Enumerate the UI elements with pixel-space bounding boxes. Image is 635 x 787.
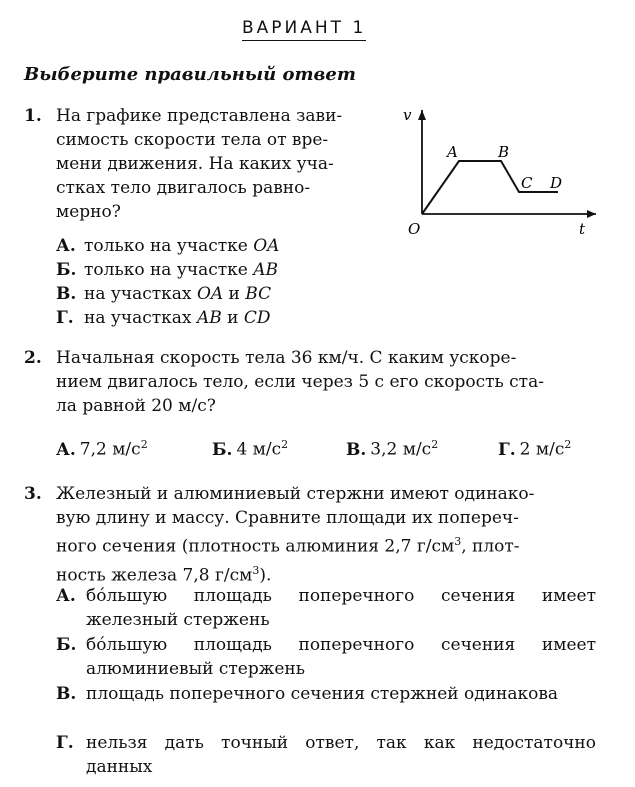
- q1-option-d[interactable]: [56, 306, 271, 330]
- q3-line3-tail: , плот-: [461, 536, 520, 557]
- instruction-heading: Выберите правильный ответ: [24, 64, 356, 85]
- unit-exponent: 3: [454, 535, 462, 548]
- option-text: бóльшую площадь поперечного сечения имеет железный стержень: [86, 586, 596, 630]
- option-letter: Г.: [498, 439, 516, 460]
- option-text: на участках: [84, 284, 197, 304]
- q2-option-b[interactable]: [212, 438, 288, 460]
- option-text: нельзя дать точный ответ, так как недостаточно данных: [86, 733, 596, 777]
- option-value: 4 м/с: [236, 439, 282, 460]
- option-text: и: [223, 284, 246, 304]
- q3-line4-tail: ).: [259, 565, 272, 586]
- q3-option-b[interactable]: [56, 633, 596, 681]
- option-text: только на участке: [84, 260, 254, 280]
- variant-title: ВАРИАНТ 1: [242, 18, 366, 41]
- q3-option-c[interactable]: [56, 682, 596, 706]
- q3-option-d[interactable]: [56, 731, 596, 779]
- q2-option-d[interactable]: [498, 438, 571, 460]
- question-2-text: [56, 346, 601, 418]
- option-letter: В.: [346, 439, 367, 460]
- unit-exponent: 3: [252, 563, 260, 577]
- option-letter: А.: [56, 236, 76, 256]
- option-segment: AB: [196, 308, 222, 328]
- q1-option-a[interactable]: [56, 234, 279, 258]
- q1-option-b[interactable]: [56, 258, 278, 282]
- q1-option-c[interactable]: [56, 282, 271, 306]
- question-1-text: [56, 104, 376, 224]
- option-letter: Б.: [56, 260, 77, 280]
- option-exponent: 2: [564, 438, 572, 451]
- option-text: только на участке: [84, 236, 254, 256]
- q2-option-a[interactable]: [56, 438, 148, 460]
- q1-line: симость скорости тела от вре-: [56, 130, 329, 150]
- option-letter: Б.: [212, 439, 233, 460]
- graph-point-b: B: [498, 143, 510, 161]
- graph-t-label: t: [579, 220, 586, 238]
- graph-point-c: C: [521, 174, 533, 192]
- question-3-text: [56, 482, 601, 587]
- option-segment: OA: [253, 236, 280, 256]
- q3-option-a[interactable]: [56, 584, 596, 632]
- q2-line: Начальная скорость тела 36 км/ч. С каким ускоре-: [56, 348, 517, 368]
- option-exponent: 2: [140, 438, 148, 451]
- option-segment: OA: [196, 284, 224, 304]
- q1-line: На графике представлена зави-: [56, 106, 343, 126]
- option-exponent: 2: [281, 438, 289, 451]
- option-letter: В.: [56, 684, 77, 704]
- q1-line: мени движения. На каких уча-: [56, 154, 334, 174]
- option-value: 3,2 м/с: [370, 439, 432, 460]
- question-2-number: 2.: [24, 348, 42, 368]
- option-segment: AB: [253, 260, 279, 280]
- q3-line: Железный и алюминиевый стержни имеют одинако-: [56, 484, 535, 504]
- q1-line: стках тело двигалось равно-: [56, 178, 311, 198]
- option-text: площадь поперечного сечения стержней одинакова: [86, 684, 559, 704]
- graph-origin-label: O: [408, 220, 421, 238]
- option-letter: Г.: [56, 308, 74, 328]
- option-text: бóльшую площадь поперечного сечения имеет алюминиевый стержень: [86, 635, 596, 679]
- question-1-number: 1.: [24, 106, 42, 126]
- q2-option-c[interactable]: [346, 438, 438, 460]
- option-letter: А.: [56, 586, 76, 606]
- option-letter: Б.: [56, 635, 77, 655]
- q3-line3-text: ного сечения (плотность алюминия 2,7 г/см: [56, 536, 455, 557]
- option-letter: Г.: [56, 733, 74, 753]
- q3-line4-text: ность железа 7,8 г/см: [56, 565, 253, 586]
- option-segment: CD: [243, 308, 271, 328]
- graph-v-label: v: [403, 106, 412, 124]
- option-segment: BC: [245, 284, 272, 304]
- question-3-number: 3.: [24, 484, 42, 504]
- option-letter: В.: [56, 284, 77, 304]
- option-exponent: 2: [431, 438, 439, 451]
- q1-line: мерно?: [56, 202, 121, 222]
- option-value: 2 м/с: [519, 439, 565, 460]
- option-letter: А.: [56, 439, 76, 460]
- q3-line: вую длину и массу. Сравните площади их попереч-: [56, 508, 519, 528]
- q3-line-3: [56, 530, 601, 559]
- option-value: 7,2 м/с: [79, 439, 141, 460]
- option-text: и: [221, 308, 244, 328]
- q3-line-4: [56, 559, 601, 588]
- graph-point-a: A: [447, 143, 458, 161]
- graph-point-d: D: [550, 174, 563, 192]
- option-text: на участках: [84, 308, 197, 328]
- q2-line: нием двигалось тело, если через 5 с его скорость ста-: [56, 372, 544, 392]
- q2-line: ла равной 20 м/с?: [56, 396, 216, 416]
- velocity-time-graph: [400, 104, 605, 240]
